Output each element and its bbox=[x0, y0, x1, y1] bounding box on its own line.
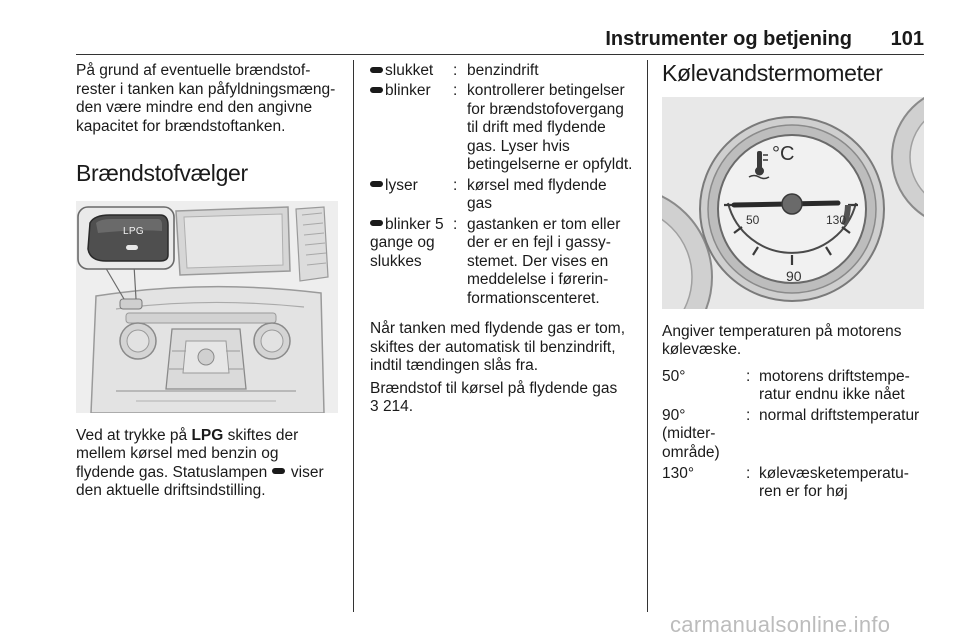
gauge-tick-130: 130 bbox=[826, 212, 847, 227]
status-term-text: slukket bbox=[385, 62, 434, 79]
column-divider-1 bbox=[353, 60, 354, 612]
status-term-text: blinker bbox=[385, 82, 431, 99]
temp-row-90 bbox=[662, 407, 926, 463]
header-rule bbox=[76, 54, 924, 55]
temp-row-130 bbox=[662, 465, 926, 502]
temp-definition: normal driftstemperatur bbox=[759, 406, 920, 424]
intro-paragraph: På grund af eventuelle brændstofrester i tanken kan påfyldningsmængden være mindre end den angivne kapacitet for brændstoftanken. bbox=[76, 62, 336, 135]
auto-switch-paragraph: Når tanken med flydende gas er tom, skiftes der automatisk til benzindrift, indtil tændingen slås fra. bbox=[370, 320, 626, 374]
column-divider-2 bbox=[647, 60, 648, 612]
status-row-off bbox=[370, 62, 636, 81]
temp-term: 90° (midterområde) bbox=[662, 406, 720, 461]
status-definition: benzindrift bbox=[467, 62, 539, 79]
gauge-tick-50: 50 bbox=[746, 212, 760, 227]
coolant-intro-paragraph: Angiver temperaturen på motorens kølevæske. bbox=[662, 322, 902, 358]
status-term bbox=[370, 82, 431, 101]
status-definition: kørsel med flydende gas bbox=[467, 176, 607, 212]
coolant-gauge-illustration bbox=[662, 97, 924, 309]
figure-caption bbox=[76, 427, 340, 501]
status-lamp-icon bbox=[370, 87, 383, 93]
fuel-selector-illustration bbox=[76, 201, 338, 413]
page-number: 101 bbox=[890, 28, 924, 50]
status-lamp-icon bbox=[272, 468, 285, 474]
reference-text: Brændstof til kørsel på flydende gas bbox=[370, 379, 618, 397]
status-term bbox=[370, 62, 433, 81]
status-row-lit bbox=[370, 177, 636, 214]
gauge-tick-90: 90 bbox=[786, 267, 802, 284]
status-term bbox=[370, 177, 418, 196]
page-ref-arrow-icon: 3 bbox=[370, 398, 379, 415]
status-definition: kontrollerer betingelser for brændstofovergang til drift med flydende gas. Lyser hvis betingelserne er opfyldt. bbox=[467, 82, 633, 173]
status-term-text: blinker 5 gange og slukkes bbox=[370, 215, 444, 270]
status-term bbox=[370, 216, 452, 272]
section-heading-coolant-thermometer: Kølevandstermometer bbox=[662, 60, 883, 86]
row-colon: : bbox=[453, 62, 458, 79]
row-colon: : bbox=[746, 367, 751, 385]
column-3 bbox=[662, 62, 926, 502]
caption-text-middle: skiftes der mellem kørsel med benzin og flydende gas. Statuslampen bbox=[76, 426, 299, 481]
caption-lpg-bold: LPG bbox=[191, 426, 224, 444]
lpg-button-label: LPG bbox=[123, 225, 144, 237]
temp-definition: motorens driftstemperatur endnu ikke nået bbox=[759, 367, 910, 403]
watermark: carmanualsonline.info bbox=[670, 612, 891, 637]
status-row-blinking bbox=[370, 82, 636, 175]
temp-row-50 bbox=[662, 368, 926, 405]
section-heading-fuel-selector: Brændstofvælger bbox=[76, 160, 248, 186]
temp-term: 130° bbox=[662, 464, 695, 482]
header-title: Instrumenter og betjening bbox=[605, 28, 852, 50]
status-lamp-icon bbox=[370, 181, 383, 187]
caption-text-start: Ved at trykke på bbox=[76, 426, 192, 444]
temp-term: 50° bbox=[662, 367, 686, 385]
status-definition: gastanken er tom eller der er en fejl i gassystemet. Der vises en meddelelse i førerinformationscenteret. bbox=[467, 215, 621, 307]
column-2 bbox=[370, 62, 636, 417]
reference-paragraph bbox=[370, 380, 636, 417]
row-colon: : bbox=[746, 406, 751, 424]
dashboard-console-drawing bbox=[76, 201, 338, 413]
page-reference-link[interactable]: 214. bbox=[382, 398, 414, 415]
status-row-blink-5 bbox=[370, 216, 636, 309]
row-colon: : bbox=[453, 215, 458, 233]
status-term-text: lyser bbox=[385, 176, 418, 194]
column-1 bbox=[76, 62, 340, 501]
row-colon: : bbox=[453, 176, 458, 194]
caption-text-end: viser den aktuelle driftsindstilling. bbox=[76, 463, 324, 499]
status-lamp-icon bbox=[370, 67, 383, 73]
temp-definition: kølevæsketemperaturen er for høj bbox=[759, 464, 909, 500]
row-colon: : bbox=[453, 82, 458, 99]
gauge-unit-label: °C bbox=[772, 142, 795, 165]
status-lamp-icon bbox=[370, 220, 383, 226]
page-header bbox=[76, 28, 924, 52]
row-colon: : bbox=[746, 464, 751, 482]
